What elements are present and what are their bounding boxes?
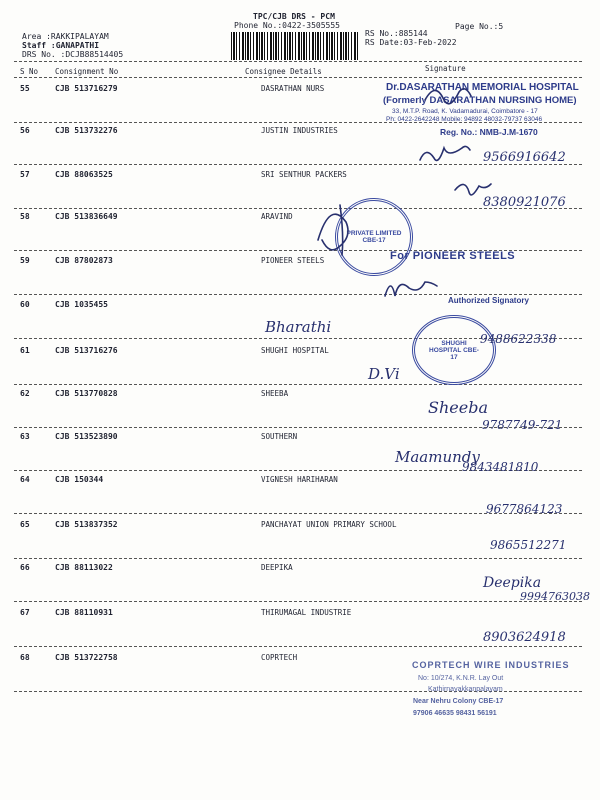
row-consignee-name: THIRUMAGAL INDUSTRIE <box>261 608 352 617</box>
drs-number: DRS No. :DCJB88514405 <box>22 50 124 59</box>
row-consignment-number: CJB 88110931 <box>55 608 113 617</box>
coprtech-stamp-line4: Near Nehru Colony CBE-17 <box>413 698 504 705</box>
row-consignee-name: JUSTIN INDUSTRIES <box>261 126 338 135</box>
handwritten-phone-57: 8380921076 <box>483 195 566 210</box>
hospital-stamp-line2: (Formerly DASARATHAN NURSING HOME) <box>383 95 577 106</box>
row-consignment-number: CJB 513722758 <box>55 653 118 662</box>
row-consignment-number: CJB 513523890 <box>55 432 118 441</box>
signature-55 <box>425 89 471 104</box>
row-consignee-name: SOUTHERN <box>261 432 298 441</box>
row-consignee-name: ARAVIND <box>261 212 293 221</box>
row-serial-number: 68 <box>20 653 30 662</box>
hospital-stamp-line4: Ph: 0422-2642248 Mobile: 94892 48032-79737 63046 <box>386 116 543 123</box>
handwritten-phone-64: 9843481810 <box>462 460 539 474</box>
row-consignee-name: DASRATHAN NURS <box>261 84 325 93</box>
hospital-stamp-line3: 33, M.T.P. Road, K. Vadamadurai, Coimbatore - 17 <box>392 108 538 115</box>
row-consignment-number: CJB 87802873 <box>55 256 113 265</box>
report-title: TPC/CJB DRS - PCM <box>253 12 335 21</box>
row-serial-number: 65 <box>20 520 30 529</box>
pioneer-stamp-title: For PIONEER STEELS <box>390 250 516 262</box>
row-consignee-name: SHEEBA <box>261 389 289 398</box>
pvt-ltd-ring-text: PRIVATE LIMITED CBE-17 <box>346 230 402 244</box>
hospital-stamp-line1: Dr.DASARATHAN MEMORIAL HOSPITAL <box>386 82 579 93</box>
row-consignee-name: SRI SENTHUR PACKERS <box>261 170 347 179</box>
row-consignee-name: PANCHAYAT UNION PRIMARY SCHOOL <box>261 520 397 529</box>
row-consignee-name: PIONEER STEELS <box>261 256 325 265</box>
row-serial-number: 64 <box>20 475 30 484</box>
page-number: Page No.:5 <box>455 22 504 31</box>
row-consignment-number: CJB 513716276 <box>55 346 118 355</box>
column-consignment: Consignment No <box>55 67 119 76</box>
staff-label: Staff :GANAPATHI <box>22 41 100 50</box>
row-serial-number: 67 <box>20 608 30 617</box>
handwritten-phone-67: 8903624918 <box>483 630 566 645</box>
handwritten-name-60: Bharathi <box>265 318 332 336</box>
handwritten-phone-63: 9787749-721 <box>482 418 563 432</box>
signature-56 <box>420 146 470 160</box>
row-serial-number: 56 <box>20 126 30 135</box>
coprtech-stamp-line2: No: 10/274, K.N.R. Lay Out <box>418 675 504 682</box>
row-consignment-number: CJB 513770828 <box>55 389 118 398</box>
handwritten-phone-56: 9566916642 <box>483 150 566 165</box>
phone-number: Phone No.:0422-3505555 <box>234 21 340 30</box>
row-serial-number: 63 <box>20 432 30 441</box>
handwritten-name-62: Sheeba <box>428 398 488 417</box>
signature-57 <box>455 184 491 195</box>
handwritten-phone2-64: 9677864123 <box>486 502 563 516</box>
row-consignment-number: CJB 88063525 <box>55 170 113 179</box>
area-label: Area :RAKKIPALAYAM <box>22 32 109 41</box>
row-consignment-number: CJB 513732276 <box>55 126 118 135</box>
row-consignment-number: CJB 1035455 <box>55 300 108 309</box>
rs-date: RS Date:03-Feb-2022 <box>365 38 457 47</box>
row-consignment-number: CJB 150344 <box>55 475 104 484</box>
handwritten-name-61: D.Vi <box>368 365 400 383</box>
pioneer-stamp-subtitle: Authorized Signatory <box>448 296 529 305</box>
signature-59 <box>385 282 437 296</box>
row-serial-number: 57 <box>20 170 30 179</box>
coprtech-stamp-line1: COPRTECH WIRE INDUSTRIES <box>412 660 570 670</box>
row-serial-number: 66 <box>20 563 30 572</box>
handwritten-phone-65: 9865512271 <box>490 538 567 552</box>
row-serial-number: 61 <box>20 346 30 355</box>
row-serial-number: 55 <box>20 84 30 93</box>
row-serial-number: 58 <box>20 212 30 221</box>
row-consignment-number: CJB 88113022 <box>55 563 113 572</box>
row-consignee-name: SHUGHI HOSPITAL <box>261 346 329 355</box>
row-consignee-name: VIGNESH HARIHARAN <box>261 475 338 484</box>
row-serial-number: 59 <box>20 256 30 265</box>
row-consignment-number: CJB 513836649 <box>55 212 118 221</box>
handwritten-name-63: Maamundy <box>395 448 480 466</box>
handwritten-phone-61: 9488622338 <box>480 332 557 346</box>
rs-number: RS No.:885144 <box>365 29 428 38</box>
row-consignment-number: CJB 513837352 <box>55 520 118 529</box>
column-consignee: Consignee Details <box>245 67 322 76</box>
row-consignee-name: COPRTECH <box>261 653 298 662</box>
signature-58 <box>318 205 348 255</box>
hospital-stamp-line5: Reg. No.: NMB-J.M-1670 <box>440 127 538 137</box>
shughi-ring-text: SHUGHI HOSPITAL CBE-17 <box>429 339 479 361</box>
column-signature: Signature <box>425 64 466 73</box>
column-sno: S No <box>20 67 39 76</box>
row-serial-number: 60 <box>20 300 30 309</box>
coprtech-stamp-line3: Kathirnayakkanpalayam <box>428 686 503 693</box>
coprtech-stamp-line5: 97906 46635 98431 56191 <box>413 710 497 717</box>
row-serial-number: 62 <box>20 389 30 398</box>
row-consignee-name: DEEPIKA <box>261 563 293 572</box>
handwritten-phone-66: 9994763038 <box>520 590 590 603</box>
row-consignment-number: CJB 513716279 <box>55 84 118 93</box>
handwritten-name-66: Deepika <box>483 575 542 591</box>
